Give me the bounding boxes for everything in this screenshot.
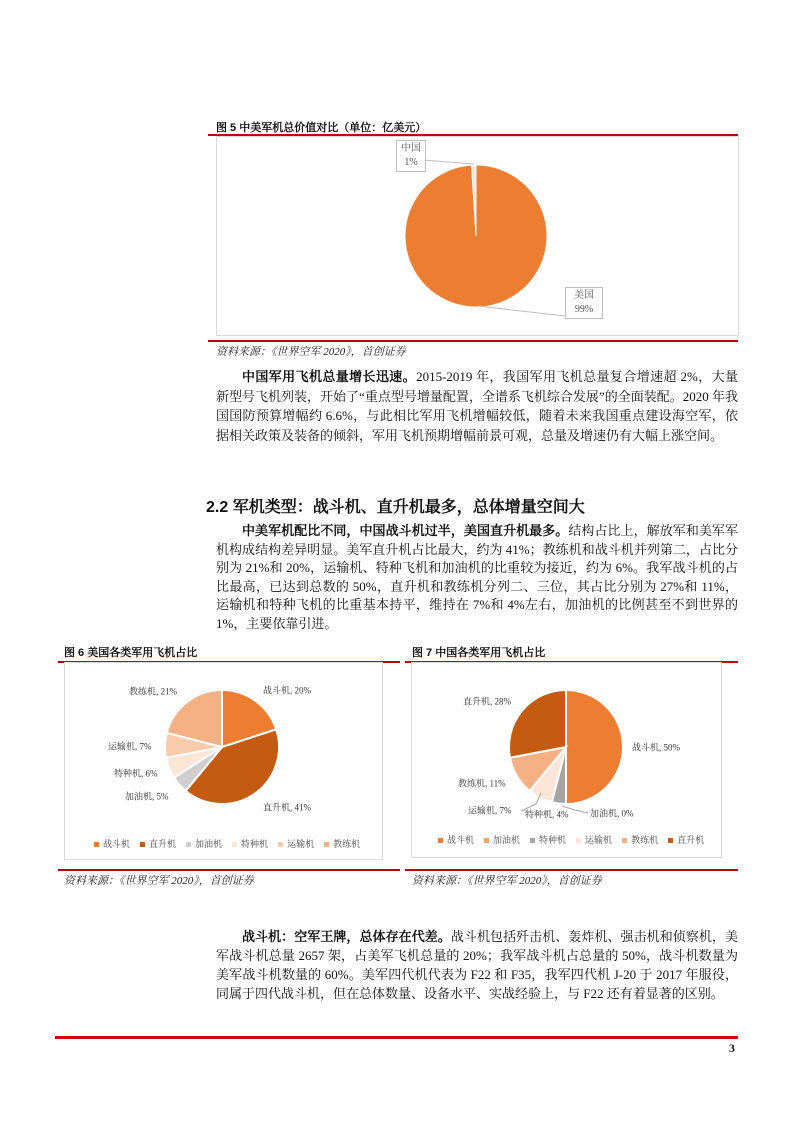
paragraph-fighters xyxy=(216,927,738,1003)
legend-item xyxy=(232,837,268,850)
legend-label: 直升机 xyxy=(677,835,705,845)
legend-item xyxy=(140,837,176,850)
legend-label: 战斗机 xyxy=(103,839,131,849)
paragraph-growth xyxy=(216,367,738,445)
legend-item xyxy=(530,833,566,846)
legend-swatch xyxy=(438,838,443,843)
legend-item xyxy=(668,833,704,846)
footer-divider xyxy=(55,1036,738,1039)
pie-data-label: 直升机, 41% xyxy=(263,802,311,813)
legend-label: 运输机 xyxy=(585,835,613,845)
paragraph-lead: 中国军用飞机总量增长迅速。 xyxy=(242,369,417,384)
pie-data-label: 运输机, 7% xyxy=(108,741,152,752)
legend-label: 加油机 xyxy=(195,839,223,849)
divider xyxy=(208,340,738,342)
figure-7-source: 资料来源：《世界空军 2020》，首创证券 xyxy=(412,875,602,887)
legend-swatch xyxy=(94,842,99,847)
legend-swatch xyxy=(140,842,145,847)
pie-data-label: 直升机, 28% xyxy=(463,696,511,707)
figure-5-source: 资料来源：《世界空军 2020》，首创证券 xyxy=(216,346,406,358)
legend-swatch xyxy=(324,842,329,847)
legend-item xyxy=(484,833,520,846)
us-callout: 美国 99% xyxy=(565,287,603,319)
legend-label: 教练机 xyxy=(631,835,659,845)
figure-7-pie xyxy=(0,0,1,1)
legend-item xyxy=(324,837,360,850)
legend-swatch xyxy=(484,838,489,843)
legend-item xyxy=(438,833,474,846)
divider xyxy=(405,869,738,871)
pie-data-label: 教练机, 11% xyxy=(458,778,506,789)
legend-item xyxy=(576,833,612,846)
figure-6-legend xyxy=(94,837,360,850)
section-heading: 2.2 军机类型：战斗机、直升机最多，总体增量空间大 xyxy=(206,499,585,516)
legend-item xyxy=(186,837,222,850)
paragraph-lead: 战斗机：空军王牌，总体存在代差。 xyxy=(242,929,451,944)
china-callout: 中国 1% xyxy=(396,140,426,172)
legend-swatch xyxy=(668,838,673,843)
legend-swatch xyxy=(530,838,535,843)
legend-label: 特种机 xyxy=(241,839,269,849)
legend-item xyxy=(622,833,658,846)
pie-data-label: 教练机, 21% xyxy=(129,686,177,697)
pie-data-label: 加油机, 0% xyxy=(590,808,634,819)
paragraph-types xyxy=(216,522,738,634)
legend-label: 加油机 xyxy=(493,835,521,845)
legend-swatch xyxy=(278,842,283,847)
pie-data-label: 特种机, 6% xyxy=(114,768,158,779)
legend-swatch xyxy=(186,842,191,847)
pie-data-label: 加油机, 5% xyxy=(125,791,169,802)
divider xyxy=(58,869,400,871)
legend-swatch xyxy=(576,838,581,843)
pie-data-label: 战斗机, 20% xyxy=(263,685,311,696)
legend-label: 战斗机 xyxy=(447,835,475,845)
figure-7-title: 图 7 中国各类军用飞机占比 xyxy=(412,647,546,659)
page-number: 3 xyxy=(729,1041,735,1055)
pie-data-label: 特种机, 4% xyxy=(525,809,569,820)
paragraph-lead: 中美军机配比不同，中国战斗机过半，美国直升机最多。 xyxy=(242,523,569,538)
paragraph-body: 2015-2019 年，我国军用飞机总量复合增速超 2%，大量新型号飞机列装，开始了“重点型号增量配置，全谱系飞机综合发展”的全面装配。2020 年我国国防预算增幅约 6.6%，与此相比军用飞机增幅较低，随着未来我国重点建设海空军，依据相关政策及装备的倾斜，军用飞机预期增幅前景可观，总量及增速仍有大幅上涨空间。 xyxy=(216,369,738,443)
legend-item xyxy=(278,837,314,850)
legend-item xyxy=(94,837,130,850)
figure-6-title: 图 6 美国各类军用飞机占比 xyxy=(64,647,198,659)
paragraph-body: 结构占比上，解放军和美军军机构成结构差异明显。美军直升机占比最大，约为 41%；教练机和战斗机并列第二，占比分别为 21%和 20%，运输机、特种飞机和加油机的比重较为接近，约为 6%。我军战斗机的占比最高，已达到总数的 50%，直升机和教练机分列二、三位，其占比分别为 27%和 11%，运输机和特种飞机的比重基本持平，维持在 7%和 4%左右，加油机的比例甚至不到世界的 1%，主要依靠引进。 xyxy=(216,523,738,631)
legend-label: 直升机 xyxy=(149,839,177,849)
pie-data-label: 运输机, 7% xyxy=(468,805,512,816)
paragraph-body: 战斗机包括歼击机、轰炸机、强击机和侦察机，美军战斗机总量 2657 架，占美军飞机总量的 20%；我军战斗机占总量的 50%，战斗机数量为美军战斗机数量的 60%。美军四代机代表为 F22 和 F35，我军四代机 J-20 于 2017 年服役，同属于四代战斗机，但在总体数量、设备水平、实战经验上，与 F22 还有着显著的区别。 xyxy=(216,929,738,1001)
legend-label: 教练机 xyxy=(333,839,361,849)
figure-6-source: 资料来源：《世界空军 2020》，首创证券 xyxy=(64,875,254,887)
figure-7-legend xyxy=(438,833,704,846)
legend-swatch xyxy=(622,838,627,843)
legend-label: 特种机 xyxy=(539,835,567,845)
legend-label: 运输机 xyxy=(287,839,315,849)
figure-5-title: 图 5 中美军机总价值对比（单位：亿美元） xyxy=(216,122,427,134)
pie-data-label: 战斗机, 50% xyxy=(632,742,680,753)
legend-swatch xyxy=(232,842,237,847)
